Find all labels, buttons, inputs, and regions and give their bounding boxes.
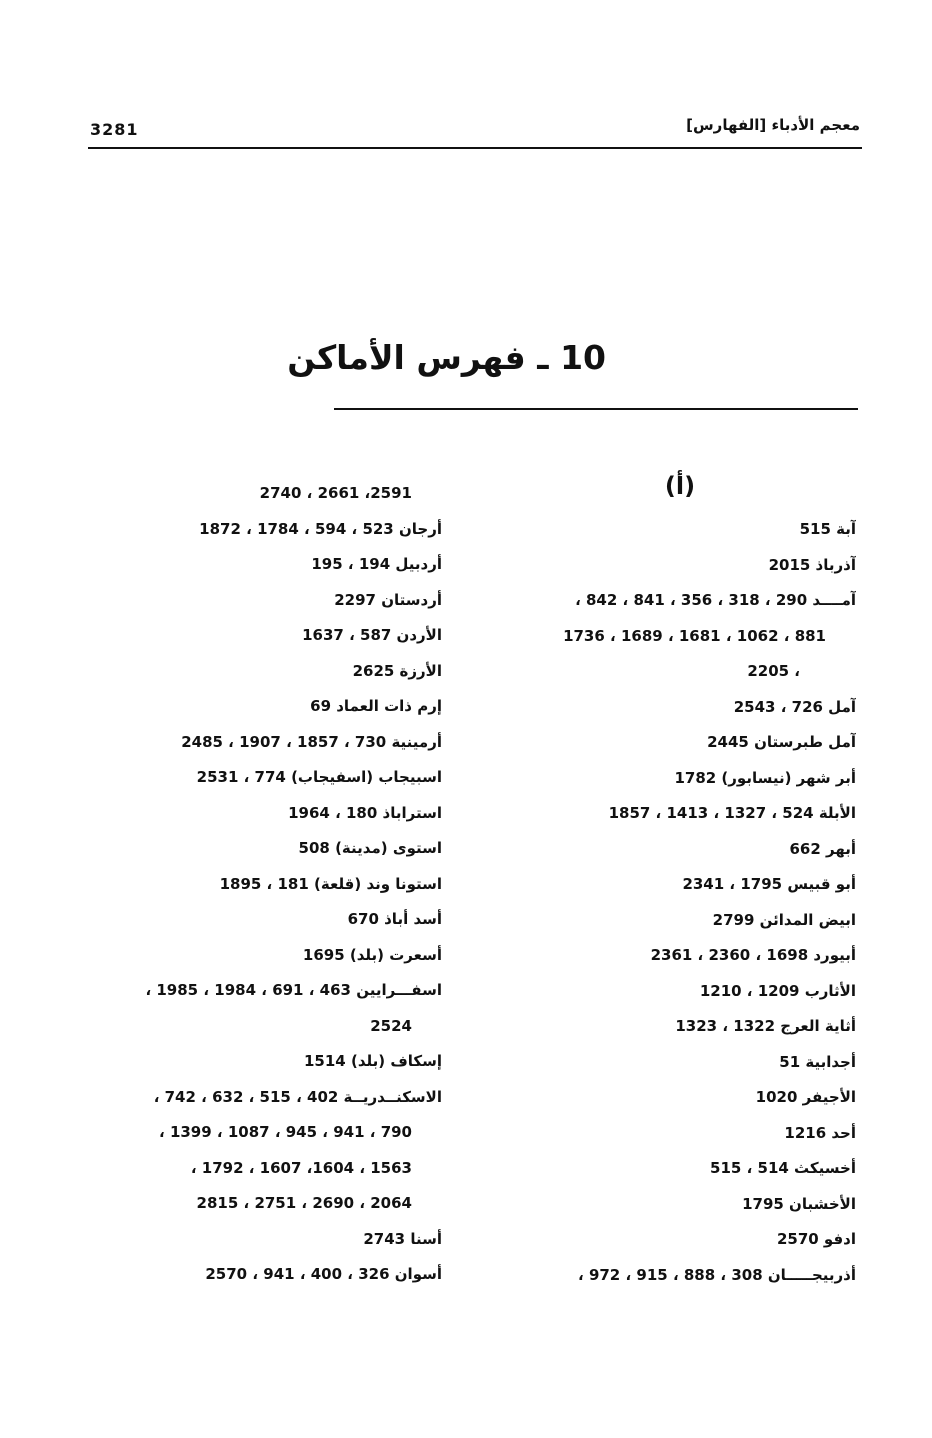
section-title: 10 ـ فهرس الأماكن xyxy=(287,338,606,377)
index-entry: أردبيل 194 ، 195 xyxy=(311,555,442,573)
index-entry: أسوان 326 ، 400 ، 941 ، 2570 xyxy=(205,1265,442,1283)
index-entry: أسعرت (بلد) 1695 xyxy=(302,945,442,964)
index-entry: أبهر 662 xyxy=(789,839,856,858)
index-entry-continuation: 2591، 2661 ، 2740 xyxy=(259,484,412,502)
index-entry: أبر شهر (نيسابور) 1782 xyxy=(674,768,856,787)
index-entry: أخسيكث 514 ، 515 xyxy=(710,1159,856,1177)
index-entry: إرم ذات العماد 69 xyxy=(310,697,442,715)
page-number: 3281 xyxy=(90,120,139,139)
book-title: معجم الأدباء [الفهارس] xyxy=(686,116,860,134)
index-entry-continuation: 2524 xyxy=(370,1016,412,1035)
index-entry: استراباذ 180 ، 1964 xyxy=(288,803,442,822)
index-entry: أجدابية 51 xyxy=(779,1052,856,1071)
index-column-right xyxy=(496,512,856,1293)
index-entry: الأخشبان 1795 xyxy=(742,1194,856,1213)
index-entry: آمل طبرستان 2445 xyxy=(707,733,856,751)
index-entry: الأثارب 1209 ، 1210 xyxy=(699,981,856,1000)
index-entry: الأردن 587 ، 1637 xyxy=(302,626,442,644)
index-entry: أرمينية 730 ، 1857 ، 1907 ، 2485 xyxy=(181,732,442,751)
index-entry: آذرباذ 2015 xyxy=(768,555,856,574)
index-entry: أرجان 523 ، 594 ، 1784 ، 1872 xyxy=(199,519,442,538)
index-entry: أسد أباذ 670 xyxy=(347,910,442,928)
index-entry: الأرزة 2625 xyxy=(352,661,442,680)
index-entry: اسبيجاب (اسفيجاب) 774 ، 2531 xyxy=(196,768,442,786)
index-entry: أبو قبيس 1795 ، 2341 xyxy=(682,875,856,893)
index-entry-continuation: 1563 ، 1604، 1607 ، 1792 ، xyxy=(190,1158,412,1177)
index-entry-continuation: 2064 ، 2690 ، 2751 ، 2815 xyxy=(196,1194,412,1212)
index-entry: اسفـــرايين 463 ، 691 ، 1984 ، 1985 ، xyxy=(145,981,442,999)
index-entry: الأجيفر 1020 xyxy=(755,1088,856,1106)
letter-heading: (أ) xyxy=(664,472,696,500)
index-entry: أحد 1216 xyxy=(784,1123,856,1142)
index-entry: الأبلة 524 ، 1327 ، 1413 ، 1857 xyxy=(608,804,856,822)
index-entry: ابيض المدائن 2799 xyxy=(712,910,856,929)
index-entry: استونا وند (قلعة) 181 ، 1895 xyxy=(219,874,442,893)
section-divider xyxy=(334,408,858,410)
index-entry: أبيورد 1698 ، 2360 ، 2361 xyxy=(650,946,856,964)
index-entry-continuation: 881 ، 1062 ، 1681 ، 1689 ، 1736 xyxy=(563,626,826,645)
index-entry: ادفو 2570 xyxy=(776,1230,856,1248)
index-entry: استوى (مدينة) 508 xyxy=(298,839,442,857)
index-entry-continuation: ، 2205 xyxy=(747,662,800,680)
index-entry: أسنا 2743 xyxy=(363,1229,442,1248)
index-entry: آمل 726 ، 2543 xyxy=(733,697,856,716)
index-entry-continuation: 790 ، 941 ، 945 ، 1087 ، 1399 ، xyxy=(159,1123,412,1141)
index-entry: آمــــد 290 ، 318 ، 356 ، 841 ، 842 ، xyxy=(575,591,856,609)
index-entry: أردستان 2297 xyxy=(334,590,442,609)
index-entry: الاسكنــدريــة 402 ، 515 ، 632 ، 742 ، xyxy=(153,1087,442,1106)
index-column-left xyxy=(82,476,442,1293)
index-entry: أثاية العرج 1322 ، 1323 xyxy=(675,1017,856,1035)
index-entry: آبة 515 xyxy=(799,520,856,538)
header-divider xyxy=(88,147,862,149)
index-entry: إسكاف (بلد) 1514 xyxy=(304,1052,442,1070)
index-entry: أذربيجـــــان 308 ، 888 ، 915 ، 972 ، xyxy=(578,1265,856,1284)
